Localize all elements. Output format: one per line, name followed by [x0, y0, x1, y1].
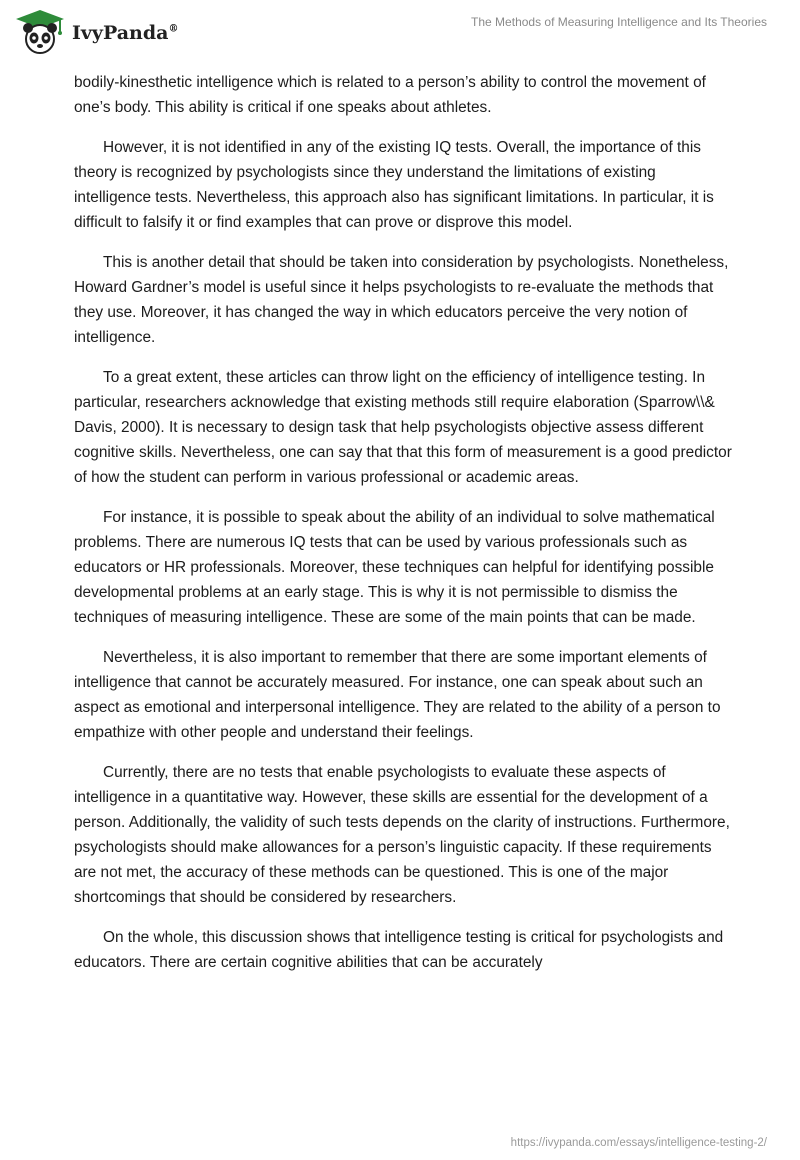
brand-logo[interactable]: [14, 8, 178, 56]
panda-graduate-icon: [14, 8, 66, 56]
source-url[interactable]: https://ivypanda.com/essays/intelligence-testing-2/: [510, 1137, 767, 1149]
paragraph: On the whole, this discussion shows that intelligence testing is critical for psychologists and educators. There are certain cognitive abilities that can be accurately: [74, 929, 724, 971]
paragraph: Nevertheless, it is also important to remember that there are some important elements of intelligence that cannot be accurately measured. For instance, one can speak about such an aspect as emotional and interpersonal intelligence. They are related to the ability of a person to empathize with other people and understand their feelings.: [74, 649, 721, 741]
essay-body: [74, 70, 734, 990]
document-title: The Methods of Measuring Intelligence and Its Theories: [471, 15, 767, 29]
paragraph: This is another detail that should be taken into consideration by psychologists. Nonetheless, Howard Gardner’s model is useful since it helps psychologists to re-evaluate the methods that they use. Moreover, it has changed the way in which educators perceive the very notion of intelligence.: [74, 254, 729, 346]
brand-name: IvyPanda®: [72, 22, 179, 44]
paragraph: However, it is not identified in any of the existing IQ tests. Overall, the importance of this theory is recognized by psychologists since they understand the limitations of existing intelligence tests. Nevertheless, this approach also has significant limitations. In particular, it is difficult to falsify it or find examples that can prove or disprove this model.: [74, 139, 714, 231]
paragraph: To a great extent, these articles can throw light on the efficiency of intelligence testing. In particular, researchers acknowledge that existing methods still require elaboration (Sparrow\\& Davis, 2000). It is necessary to design task that help psychologists objective assess different cognitive skills. Nevertheless, one can say that that this form of measurement is a good predictor of how the student can perform in various professional or academic areas.: [74, 369, 732, 486]
page-header: [0, 0, 800, 62]
paragraph: Currently, there are no tests that enable psychologists to evaluate these aspects of intelligence in a quantitative way. However, these skills are essential for the development of a person. Additionally, the validity of such tests depends on the clarity of instructions. Furthermore, psychologists should make allowances for a person’s linguistic capacity. If these requirements are not met, the accuracy of these methods can be questioned. This is one of the major shortcomings that should be considered by researchers.: [74, 764, 730, 906]
paragraph: bodily-kinesthetic intelligence which is related to a person’s ability to control the movement of one’s body. This ability is critical if one speaks about athletes.: [74, 74, 706, 116]
paragraph: For instance, it is possible to speak about the ability of an individual to solve mathematical problems. There are numerous IQ tests that can be used by various professionals such as educators or HR professionals. Moreover, these techniques can helpful for identifying possible developmental problems at an early stage. This is why it is not permissible to dismiss the techniques of measuring intelligence. These are some of the main points that can be made.: [74, 509, 715, 626]
